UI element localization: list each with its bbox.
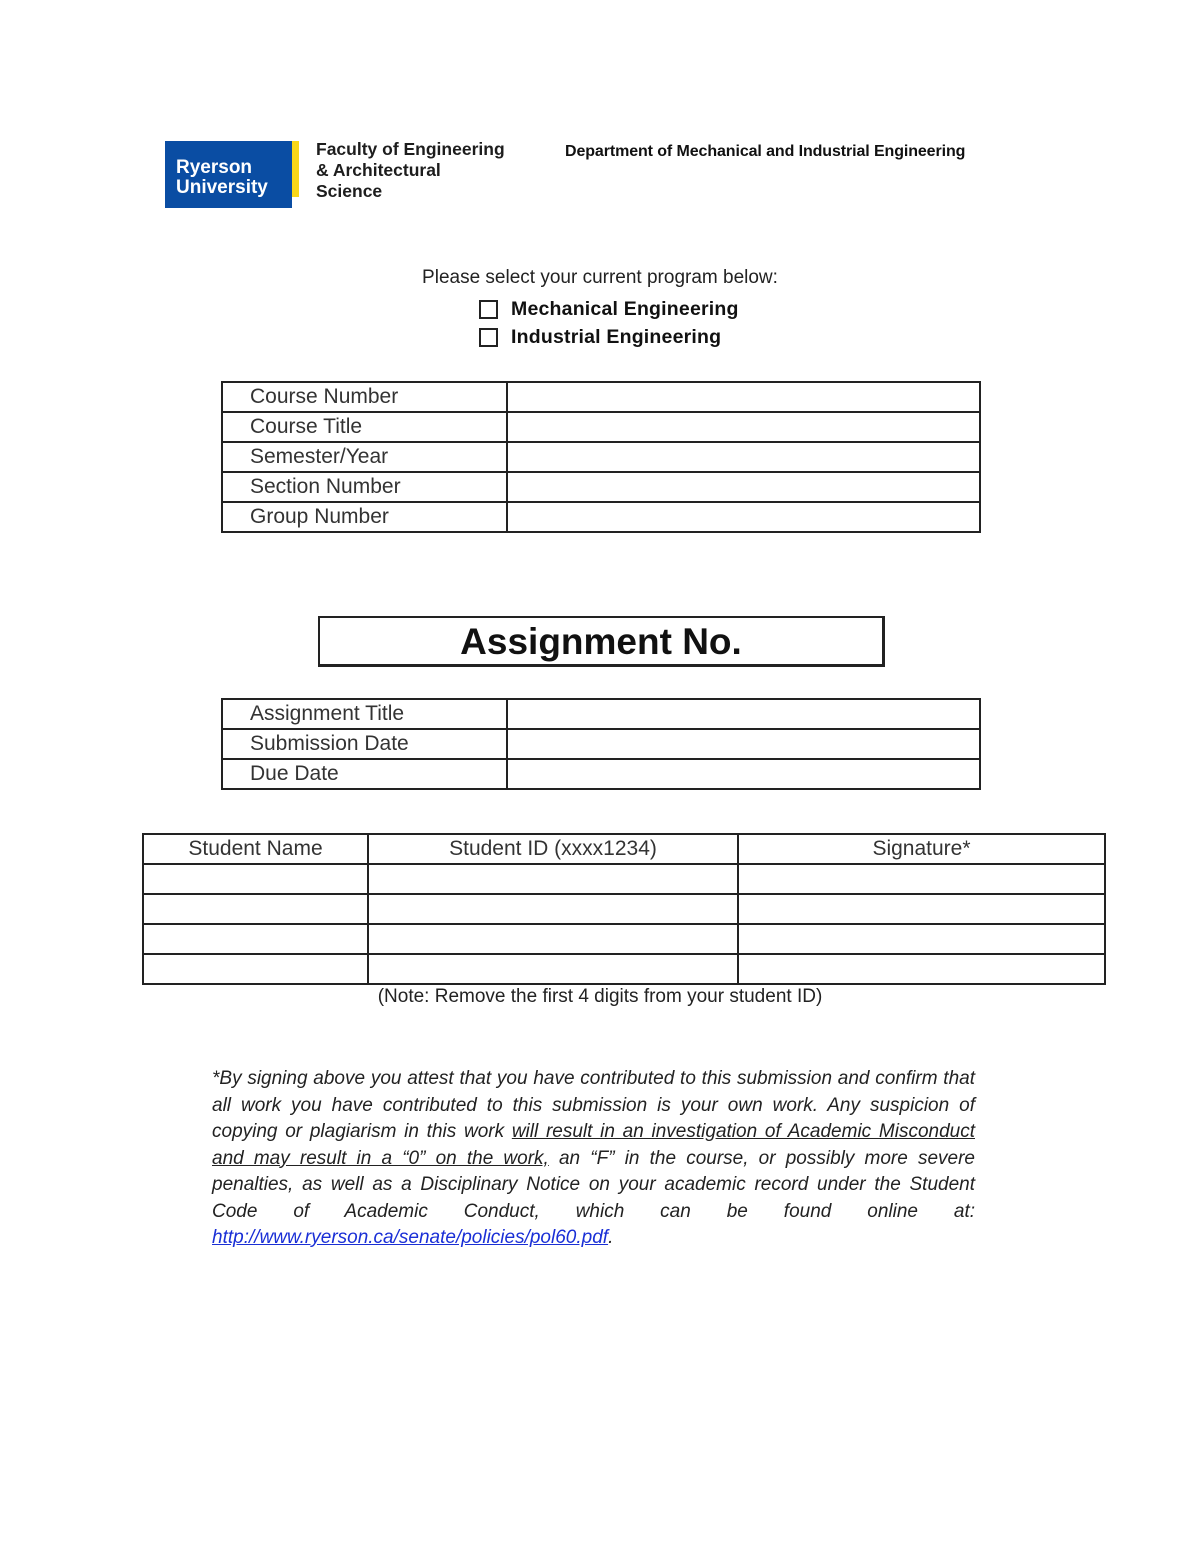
course-number-label: Course Number <box>222 382 507 412</box>
table-row <box>143 954 1105 984</box>
logo-text-ryerson: Ryerson <box>176 157 253 178</box>
table-row <box>222 472 980 502</box>
students-table <box>142 833 1106 985</box>
faculty-line-3: Science <box>316 181 383 201</box>
course-info-table <box>221 381 981 533</box>
signature-cell[interactable] <box>738 954 1105 984</box>
student-id-cell[interactable] <box>368 864 738 894</box>
attestation-period: . <box>608 1227 614 1248</box>
student-id-cell[interactable] <box>368 954 738 984</box>
table-row <box>222 729 980 759</box>
submission-date-field[interactable] <box>507 729 980 759</box>
faculty-line-2: & Architectural <box>316 160 441 180</box>
course-number-field[interactable] <box>507 382 980 412</box>
student-name-cell[interactable] <box>143 924 368 954</box>
signature-cell[interactable] <box>738 894 1105 924</box>
mechanical-label: Mechanical Engineering <box>511 297 739 320</box>
student-name-cell[interactable] <box>143 894 368 924</box>
assignment-title-field[interactable] <box>507 699 980 729</box>
submission-date-label: Submission Date <box>222 729 507 759</box>
student-id-cell[interactable] <box>368 894 738 924</box>
attestation-text-continued: an “F” in the course, or possibly more severe penalties, as well as a Disciplinary Notice on your academic record under the Student Code of Academic Conduct, which can be found online at: <box>212 1147 975 1222</box>
policy-link[interactable]: http://www.ryerson.ca/senate/policies/pol60.pdf <box>212 1227 609 1248</box>
assignment-title-label: Assignment Title <box>222 699 507 729</box>
student-id-note: (Note: Remove the first 4 digits from your student ID) <box>377 986 823 1007</box>
student-name-header: Student Name <box>143 834 368 864</box>
industrial-label: Industrial Engineering <box>511 325 722 348</box>
due-date-label: Due Date <box>222 759 507 789</box>
student-name-cell[interactable] <box>143 954 368 984</box>
ryerson-logo <box>165 141 292 208</box>
table-row <box>143 894 1105 924</box>
signature-cell[interactable] <box>738 864 1105 894</box>
attestation-underlined-text: will result in an investigation of Academic Misconduct and may result in a “0” on the work, <box>212 1121 975 1169</box>
semester-year-field[interactable] <box>507 442 980 472</box>
mechanical-checkbox[interactable] <box>479 300 498 319</box>
attestation-paragraph <box>212 1066 975 1252</box>
group-number-label: Group Number <box>222 502 507 532</box>
assignment-number-heading: Assignment No. <box>318 616 885 667</box>
program-option-mechanical[interactable] <box>479 297 739 321</box>
attestation-text: *By signing above you attest that you have contributed to this submission and confirm that all work you have contributed to this submission is your own work. Any suspicion of copying or plagiarism in this work <box>212 1068 975 1142</box>
program-option-industrial[interactable] <box>479 325 721 349</box>
course-title-label: Course Title <box>222 412 507 442</box>
semester-year-label: Semester/Year <box>222 442 507 472</box>
student-id-header: Student ID (xxxx1234) <box>368 834 738 864</box>
table-row <box>222 759 980 789</box>
signature-header: Signature* <box>738 834 1105 864</box>
assignment-info-table <box>221 698 981 790</box>
table-row <box>222 382 980 412</box>
table-row <box>222 412 980 442</box>
table-row <box>222 442 980 472</box>
signature-cell[interactable] <box>738 924 1105 954</box>
table-row <box>143 864 1105 894</box>
program-prompt: Please select your current program below: <box>422 267 778 288</box>
course-title-field[interactable] <box>507 412 980 442</box>
table-row <box>222 502 980 532</box>
table-row <box>143 924 1105 954</box>
group-number-field[interactable] <box>507 502 980 532</box>
table-row <box>222 699 980 729</box>
student-name-cell[interactable] <box>143 864 368 894</box>
logo-text-university: University <box>176 177 268 198</box>
student-id-cell[interactable] <box>368 924 738 954</box>
section-number-field[interactable] <box>507 472 980 502</box>
department-name: Department of Mechanical and Industrial Engineering <box>565 143 966 160</box>
due-date-field[interactable] <box>507 759 980 789</box>
section-number-label: Section Number <box>222 472 507 502</box>
faculty-line-1: Faculty of Engineering <box>316 139 505 159</box>
table-header-row <box>143 834 1105 864</box>
industrial-checkbox[interactable] <box>479 328 498 347</box>
faculty-name <box>316 139 505 202</box>
